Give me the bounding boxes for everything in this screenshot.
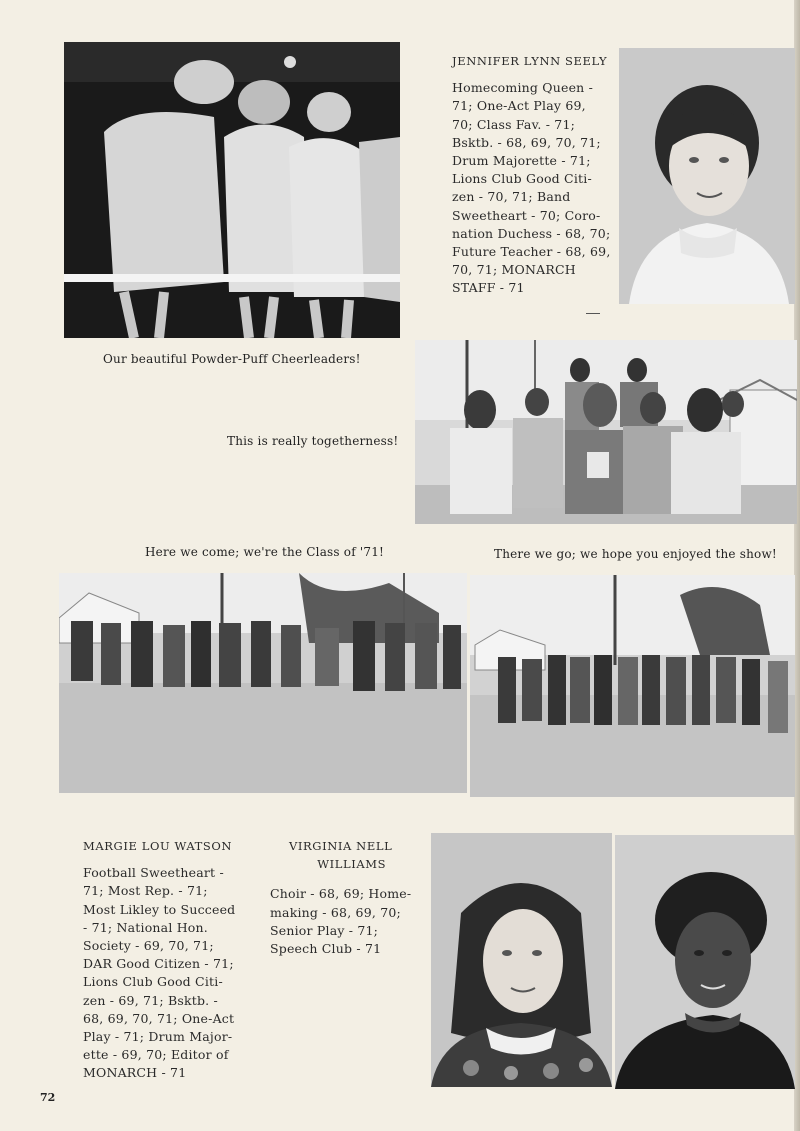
there-we-go-photo bbox=[470, 575, 795, 797]
bio-line: STAFF - 71 bbox=[452, 280, 525, 296]
bio-line: Football Sweetheart - bbox=[83, 865, 224, 881]
togetherness-photo bbox=[415, 340, 797, 524]
bio-line: Senior Play - 71; bbox=[270, 922, 379, 938]
bio-line: Speech Club - 71 bbox=[270, 941, 382, 957]
seely-portrait bbox=[619, 48, 795, 304]
williams-name-line1: VIRGINIA NELL bbox=[288, 839, 393, 853]
bio-line: Bsktb. - 68, 69, 70, 71; bbox=[452, 134, 601, 150]
here-we-come-photo bbox=[59, 573, 467, 793]
bio-line: MONARCH - 71 bbox=[83, 1065, 187, 1081]
watson-portrait bbox=[431, 833, 612, 1087]
seely-bio bbox=[452, 52, 611, 298]
bio-line: Choir - 68, 69; Home- bbox=[270, 886, 412, 902]
bio-line: Society - 69, 70, 71; bbox=[83, 938, 214, 954]
bio-line: 70; Class Fav. - 71; bbox=[452, 116, 576, 132]
bio-line: Lions Club Good Citi- bbox=[83, 974, 223, 990]
watson-bio bbox=[83, 837, 235, 1083]
bio-line: ette - 69, 70; Editor of bbox=[83, 1047, 229, 1063]
bio-line: nation Duchess - 68, 70; bbox=[452, 225, 611, 241]
bio-line: 68, 69, 70, 71; One-Act bbox=[83, 1010, 235, 1026]
bio-line: zen - 70, 71; Band bbox=[452, 189, 571, 205]
divider bbox=[586, 313, 600, 314]
bio-line: Play - 71; Drum Major- bbox=[83, 1029, 233, 1045]
togetherness-caption: This is really togetherness! bbox=[227, 434, 399, 448]
bio-line: 70, 71; MONARCH bbox=[452, 262, 576, 278]
bio-line: making - 68, 69, 70; bbox=[270, 904, 401, 920]
bio-line: Most Likley to Succeed bbox=[83, 901, 236, 917]
williams-name bbox=[270, 837, 411, 873]
bio-line: 71; Most Rep. - 71; bbox=[83, 883, 208, 899]
bio-line: Drum Majorette - 71; bbox=[452, 153, 591, 169]
williams-bio bbox=[270, 837, 411, 958]
bio-line: DAR Good Citizen - 71; bbox=[83, 956, 234, 972]
page-number: 72 bbox=[40, 1091, 56, 1104]
bio-line: Lions Club Good Citi- bbox=[452, 171, 592, 187]
cheerleaders-photo bbox=[64, 42, 400, 338]
williams-name-line2: WILLIAMS bbox=[317, 857, 387, 872]
bio-line: Future Teacher - 68, 69, bbox=[452, 244, 611, 260]
there-we-go-caption: There we go; we hope you enjoyed the show! bbox=[494, 547, 777, 561]
bio-line: Sweetheart - 70; Coro- bbox=[452, 207, 601, 223]
here-we-come-caption: Here we come; we're the Class of '71! bbox=[145, 545, 385, 559]
williams-portrait bbox=[615, 835, 795, 1089]
seely-name: JENNIFER LYNN SEELY bbox=[452, 54, 608, 68]
bio-line: zen - 69, 71; Bsktb. - bbox=[83, 992, 218, 1008]
bio-line: Homecoming Queen - bbox=[452, 80, 594, 96]
cheerleaders-caption: Our beautiful Powder-Puff Cheerleaders! bbox=[103, 352, 361, 366]
bio-line: 71; One-Act Play 69, bbox=[452, 98, 586, 114]
watson-name: MARGIE LOU WATSON bbox=[83, 839, 233, 853]
bio-line: - 71; National Hon. bbox=[83, 919, 208, 935]
